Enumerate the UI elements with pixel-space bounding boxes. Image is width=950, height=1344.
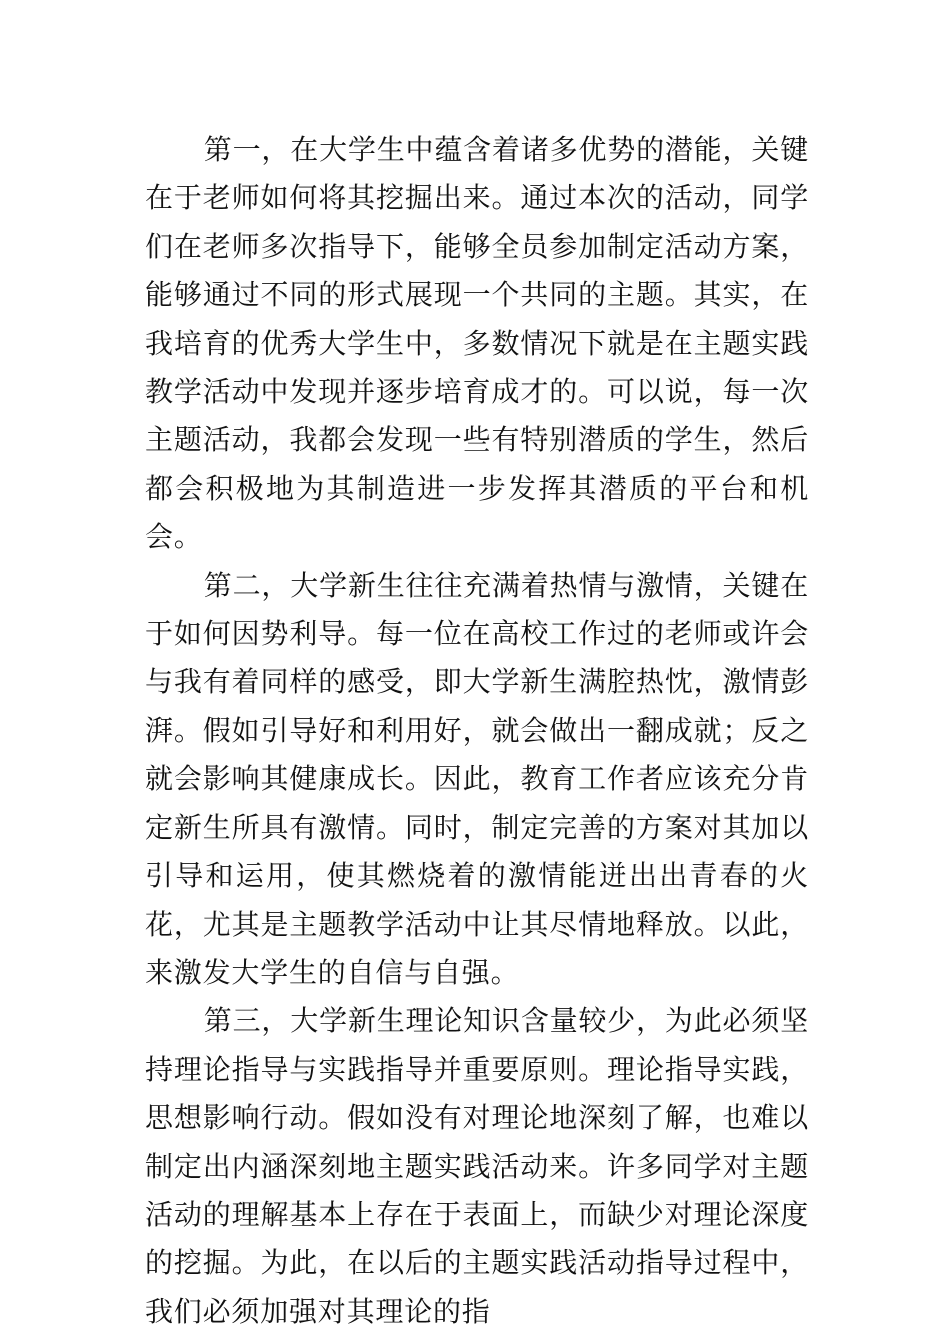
paragraph-third-point: 第三，大学新生理论知识含量较少，为此必须坚持理论指导与实践指导并重要原则。理论指导实践，思想影响行动。假如没有对理论地深刻了解，也难以制定出内涵深刻地主题实践活动来。许多同学对主题活动的理解基本上存在于表面上，而缺少对理论深度的挖掘。为此，在以后的主题实践活动指导过程中，我们必须加强对其理论的指	[145, 1004, 809, 1328]
paragraph-first-point: 第一，在大学生中蕴含着诸多优势的潜能，关键在于老师如何将其挖掘出来。通过本次的活动，同学们在老师多次指导下，能够全员参加制定活动方案，能够通过不同的形式展现一个共同的主题。其实，在我培育的优秀大学生中，多数情况下就是在主题实践教学活动中发现并逐步培育成才的。可以说，每一次主题活动，我都会发现一些有特别潜质的学生，然后都会积极地为其制造进一步发挥其潜质的平台和机会。	[145, 133, 809, 554]
paragraph-second-point: 第二，大学新生往往充满着热情与激情，关键在于如何因势利导。每一位在高校工作过的老师或许会与我有着同样的感受，即大学新生满腔热忱，激情彭湃。假如引导好和利用好，就会做出一翻成就；反之就会影响其健康成长。因此，教育工作者应该充分肯定新生所具有激情。同时，制定完善的方案对其加以引导和运用，使其燃烧着的激情能迸出出青春的火花，尤其是主题教学活动中让其尽情地释放。以此，来激发大学生的自信与自强。	[145, 568, 809, 989]
document-body	[145, 126, 809, 1336]
